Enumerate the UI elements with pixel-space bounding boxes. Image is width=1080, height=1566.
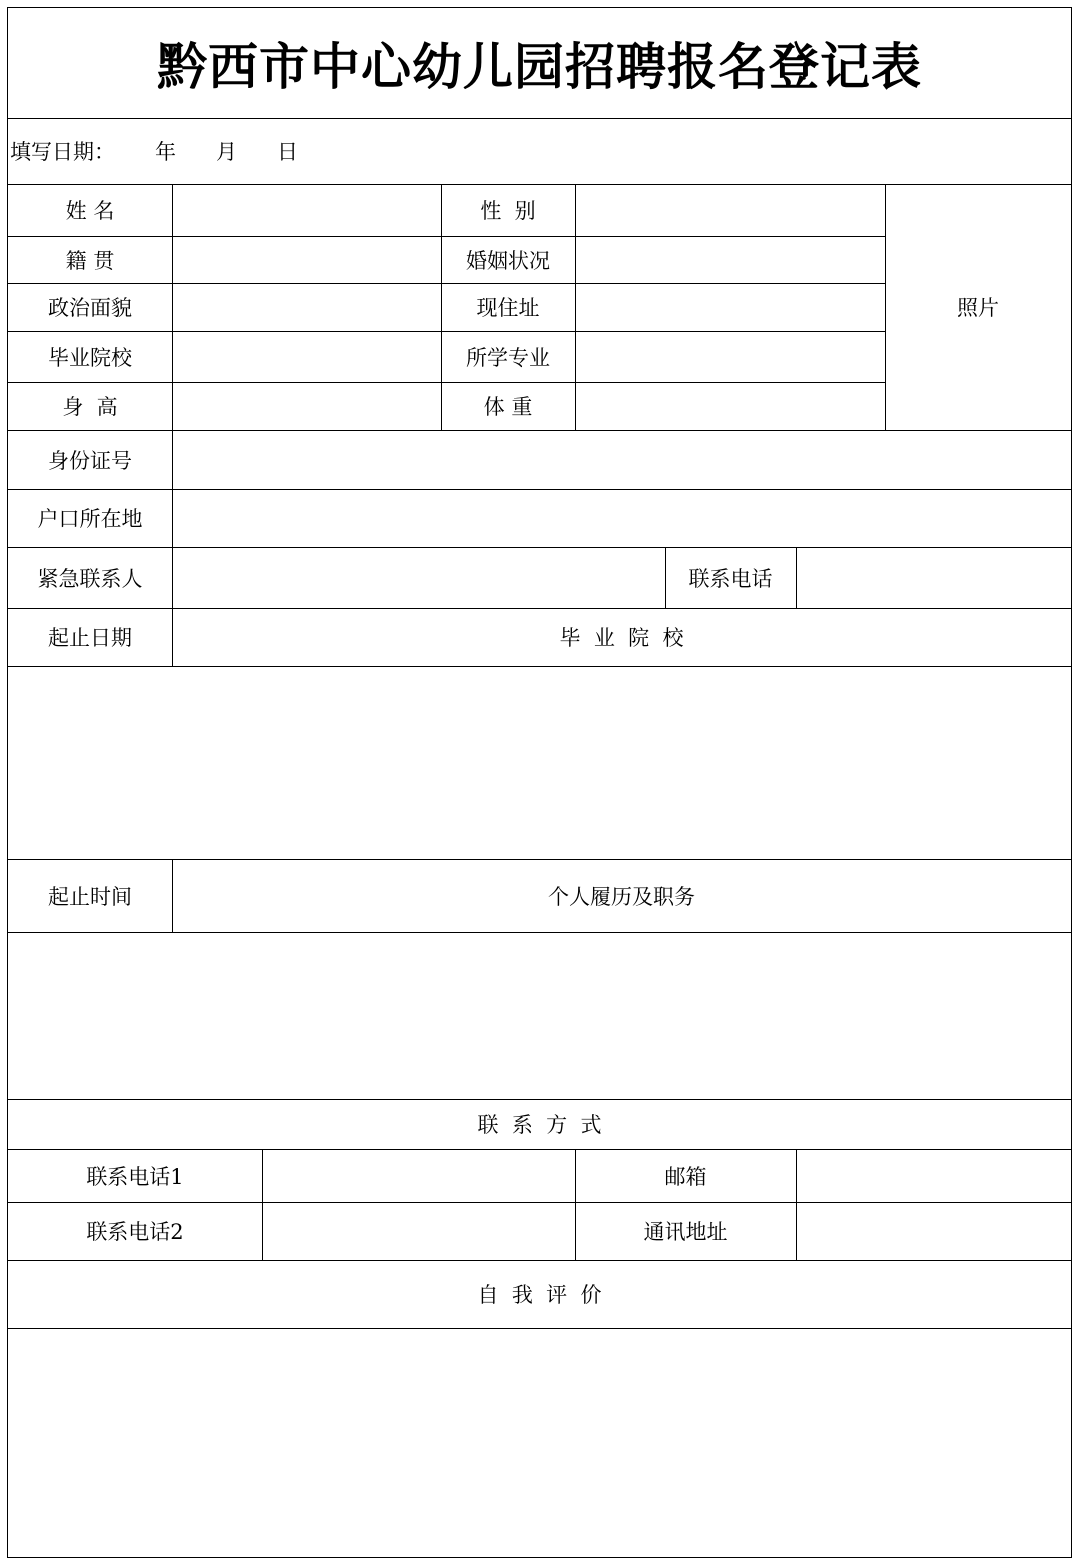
- graduate-school-field[interactable]: [173, 332, 441, 382]
- id-number-label: 身份证号: [48, 448, 132, 473]
- work-period-header: 起止时间: [48, 884, 132, 909]
- marital-status-label: 婚姻状况: [466, 248, 550, 273]
- date-day-label: 日: [277, 140, 298, 164]
- contact-phone-field[interactable]: [797, 548, 1071, 608]
- major-field[interactable]: [576, 332, 885, 382]
- address-field[interactable]: [576, 284, 885, 331]
- form-title: 黔西市中心幼儿园招聘报名登记表: [157, 37, 922, 96]
- hukou-field[interactable]: [173, 490, 1071, 547]
- contact-section-header: 联 系 方 式: [477, 1113, 602, 1137]
- height-label: 身 高: [62, 395, 118, 419]
- date-month-label: 月: [216, 140, 237, 164]
- height-field[interactable]: [173, 383, 441, 430]
- contact-phone-label: 联系电话: [688, 566, 773, 591]
- hukou-label: 户口所在地: [37, 507, 143, 531]
- native-place-field[interactable]: [173, 237, 441, 283]
- work-resume-header: 个人履历及职务: [548, 884, 695, 909]
- weight-field[interactable]: [576, 383, 885, 430]
- phone2-field[interactable]: [263, 1203, 575, 1260]
- native-place-label: 籍 贯: [65, 248, 115, 273]
- self-evaluation-field[interactable]: [8, 1329, 1071, 1557]
- phone1-label: 联系电话1: [86, 1164, 184, 1189]
- political-status-field[interactable]: [173, 284, 441, 331]
- date-year-label: 年: [155, 140, 176, 164]
- fill-date-label: 填写日期：: [10, 140, 115, 164]
- phone2-label: 联系电话2: [86, 1220, 184, 1244]
- gender-field[interactable]: [576, 185, 885, 236]
- weight-label: 体 重: [483, 395, 533, 419]
- self-evaluation-header: 自 我 评 价: [477, 1283, 602, 1307]
- email-label: 邮箱: [664, 1164, 707, 1189]
- gender-label: 性 别: [480, 199, 536, 223]
- fill-date-row: [10, 118, 298, 184]
- marital-status-field[interactable]: [576, 237, 885, 283]
- major-label: 所学专业: [466, 345, 550, 370]
- address-label: 现住址: [476, 296, 540, 320]
- political-status-label: 政治面貌: [48, 296, 132, 320]
- mail-address-label: 通讯地址: [643, 1220, 728, 1244]
- work-history-field[interactable]: [8, 933, 1071, 1099]
- education-history-field[interactable]: [8, 667, 1071, 859]
- emergency-contact-field[interactable]: [173, 548, 665, 608]
- name-field[interactable]: [173, 185, 441, 236]
- education-period-header: 起止日期: [48, 626, 132, 650]
- emergency-contact-label: 紧急联系人: [37, 566, 143, 591]
- name-label: 姓 名: [65, 199, 115, 223]
- email-field[interactable]: [797, 1150, 1071, 1202]
- phone1-field[interactable]: [263, 1150, 575, 1202]
- mail-address-field[interactable]: [797, 1203, 1071, 1260]
- photo-box[interactable]: 照片: [957, 296, 999, 320]
- id-number-field[interactable]: [173, 431, 1071, 489]
- education-school-header: 毕 业 院 校: [559, 626, 684, 650]
- registration-form: [7, 7, 1072, 1558]
- graduate-school-label: 毕业院校: [48, 345, 132, 370]
